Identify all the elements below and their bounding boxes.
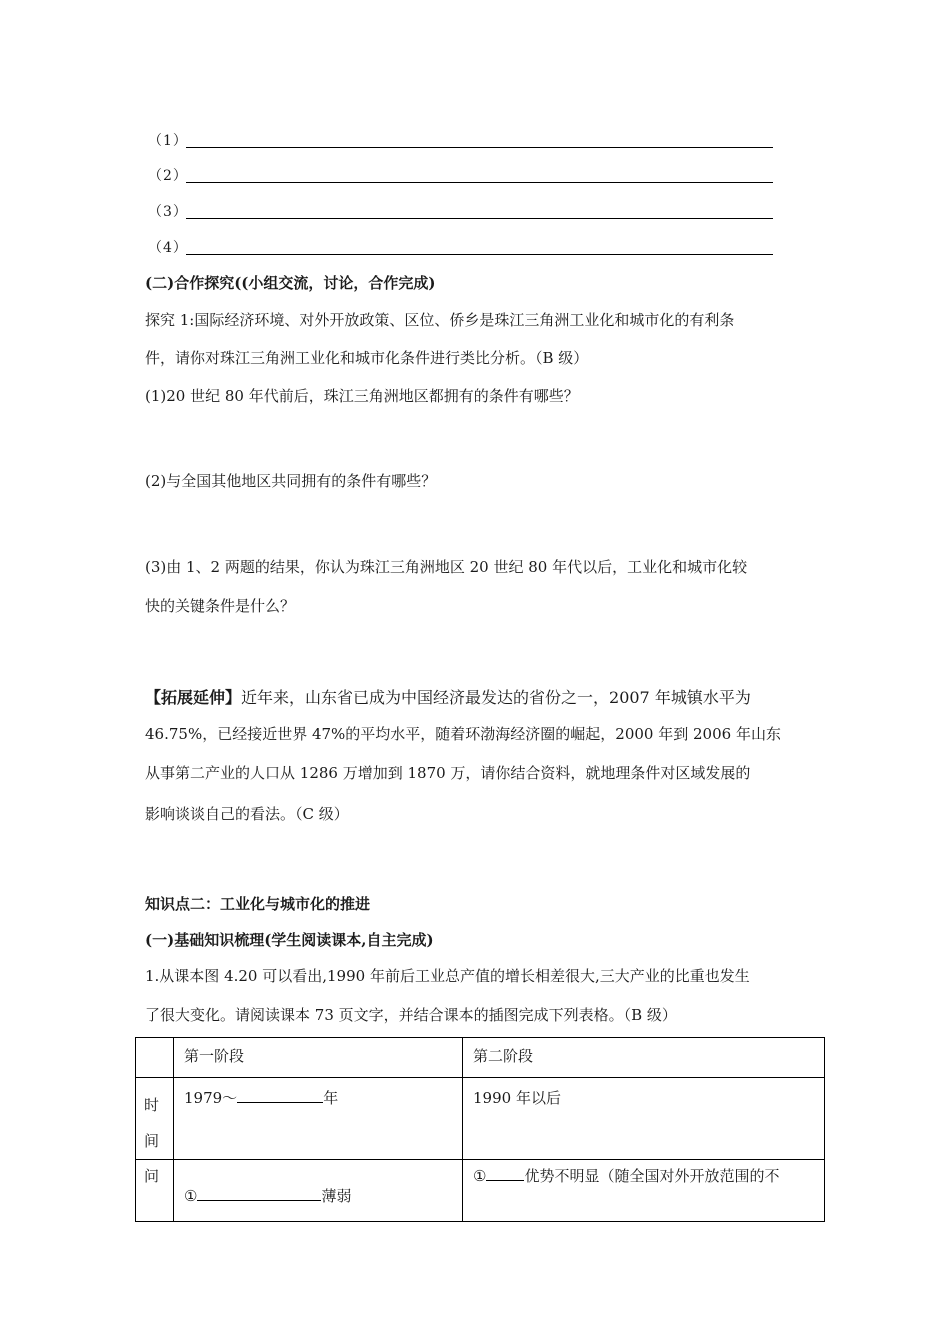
row-label-time-char-1: 时 bbox=[144, 1096, 160, 1114]
row-label-problem bbox=[136, 1160, 174, 1222]
explore1-text-line1: 探究 1:国际经济环境、对外开放政策、区位、侨乡是珠江三角洲工业化和城市化的有利条 bbox=[145, 311, 735, 329]
problem-stage-1-marker: ① bbox=[184, 1187, 198, 1205]
section-heading-coop: (二)合作探究((小组交流，讨论，合作完成) bbox=[145, 274, 436, 292]
extension-tag: 【拓展延伸】 bbox=[145, 688, 242, 707]
blank-label: （2） bbox=[148, 168, 188, 184]
blank-label: （1） bbox=[148, 133, 188, 149]
question-2: (2)与全国其他地区共同拥有的条件有哪些？ bbox=[145, 472, 437, 490]
extension-line3: 从事第二产业的人口从 1286 万增加到 1870 万，请你结合资料，就地理条件对区域发展的 bbox=[145, 764, 751, 782]
time-stage-1 bbox=[174, 1078, 463, 1160]
extension-text: 近年来，山东省已成为中国经济最发达的省份之一，2007 年城镇水平为 bbox=[241, 688, 751, 707]
table-row-problem bbox=[136, 1160, 825, 1222]
question-3-line1: (3)由 1、2 两题的结果，你认为珠江三角洲地区 20 世纪 80 年代以后，工业化和城市化较 bbox=[145, 558, 748, 576]
problem-stage-1 bbox=[174, 1160, 463, 1222]
fill-blank-year bbox=[237, 1088, 323, 1103]
fill-blank-advantage bbox=[486, 1166, 524, 1181]
row-label-time bbox=[136, 1078, 174, 1160]
header-stage-1 bbox=[174, 1038, 463, 1078]
blank-label: （4） bbox=[148, 240, 188, 256]
header-stage-2-text: 第二阶段 bbox=[473, 1047, 534, 1065]
header-stage-2 bbox=[463, 1038, 825, 1078]
time-stage-2 bbox=[463, 1078, 825, 1160]
fill-blank-weakness bbox=[197, 1186, 321, 1201]
question-1: (1)20 世纪 80 年代前后，珠江三角洲地区都拥有的条件有哪些？ bbox=[145, 387, 579, 405]
basic-knowledge-heading: (一)基础知识梳理(学生阅读课本,自主完成) bbox=[145, 931, 434, 949]
time-stage-1-start: 1979～ bbox=[184, 1089, 238, 1107]
table-corner-cell bbox=[136, 1038, 174, 1078]
answer-line bbox=[186, 218, 773, 219]
extension-line2: 46.75%，已经接近世界 47%的平均水平，随着环渤海经济圈的崛起，2000 年到 2006 年山东 bbox=[145, 725, 781, 743]
problem-stage-1-text: 薄弱 bbox=[321, 1187, 352, 1205]
extension-line1 bbox=[145, 685, 751, 708]
answer-line bbox=[186, 182, 773, 183]
blank-label: （3） bbox=[148, 204, 188, 220]
table-row-time bbox=[136, 1078, 825, 1160]
time-stage-2-text: 1990 年以后 bbox=[473, 1089, 561, 1107]
item-1-line1: 1.从课本图 4.20 可以看出,1990 年前后工业总产值的增长相差很大,三大产业的比重也发生 bbox=[145, 967, 750, 985]
problem-stage-2-text: 优势不明显（随全国对外开放范围的不 bbox=[524, 1167, 780, 1185]
answer-line bbox=[186, 147, 773, 148]
row-label-time-char-2: 间 bbox=[144, 1132, 160, 1150]
answer-line bbox=[186, 254, 773, 255]
explore1-text-line2: 件，请你对珠江三角洲工业化和城市化条件进行类比分析。（B 级） bbox=[145, 349, 589, 367]
item-1-line2: 了很大变化。请阅读课本 73 页文字，并结合课本的插图完成下列表格。（B 级） bbox=[145, 1006, 677, 1024]
stage-table bbox=[135, 1037, 825, 1222]
row-label-problem-char: 问 bbox=[144, 1167, 160, 1185]
problem-stage-2 bbox=[463, 1160, 825, 1222]
problem-stage-2-marker: ① bbox=[473, 1167, 487, 1185]
time-stage-1-unit: 年 bbox=[323, 1089, 339, 1107]
table-header-row bbox=[136, 1038, 825, 1078]
extension-line4: 影响谈谈自己的看法。（C 级） bbox=[145, 805, 349, 823]
header-stage-1-text: 第一阶段 bbox=[184, 1047, 245, 1065]
knowledge-point-2-title: 知识点二：工业化与城市化的推进 bbox=[145, 895, 371, 913]
question-3-line2: 快的关键条件是什么？ bbox=[145, 597, 296, 615]
